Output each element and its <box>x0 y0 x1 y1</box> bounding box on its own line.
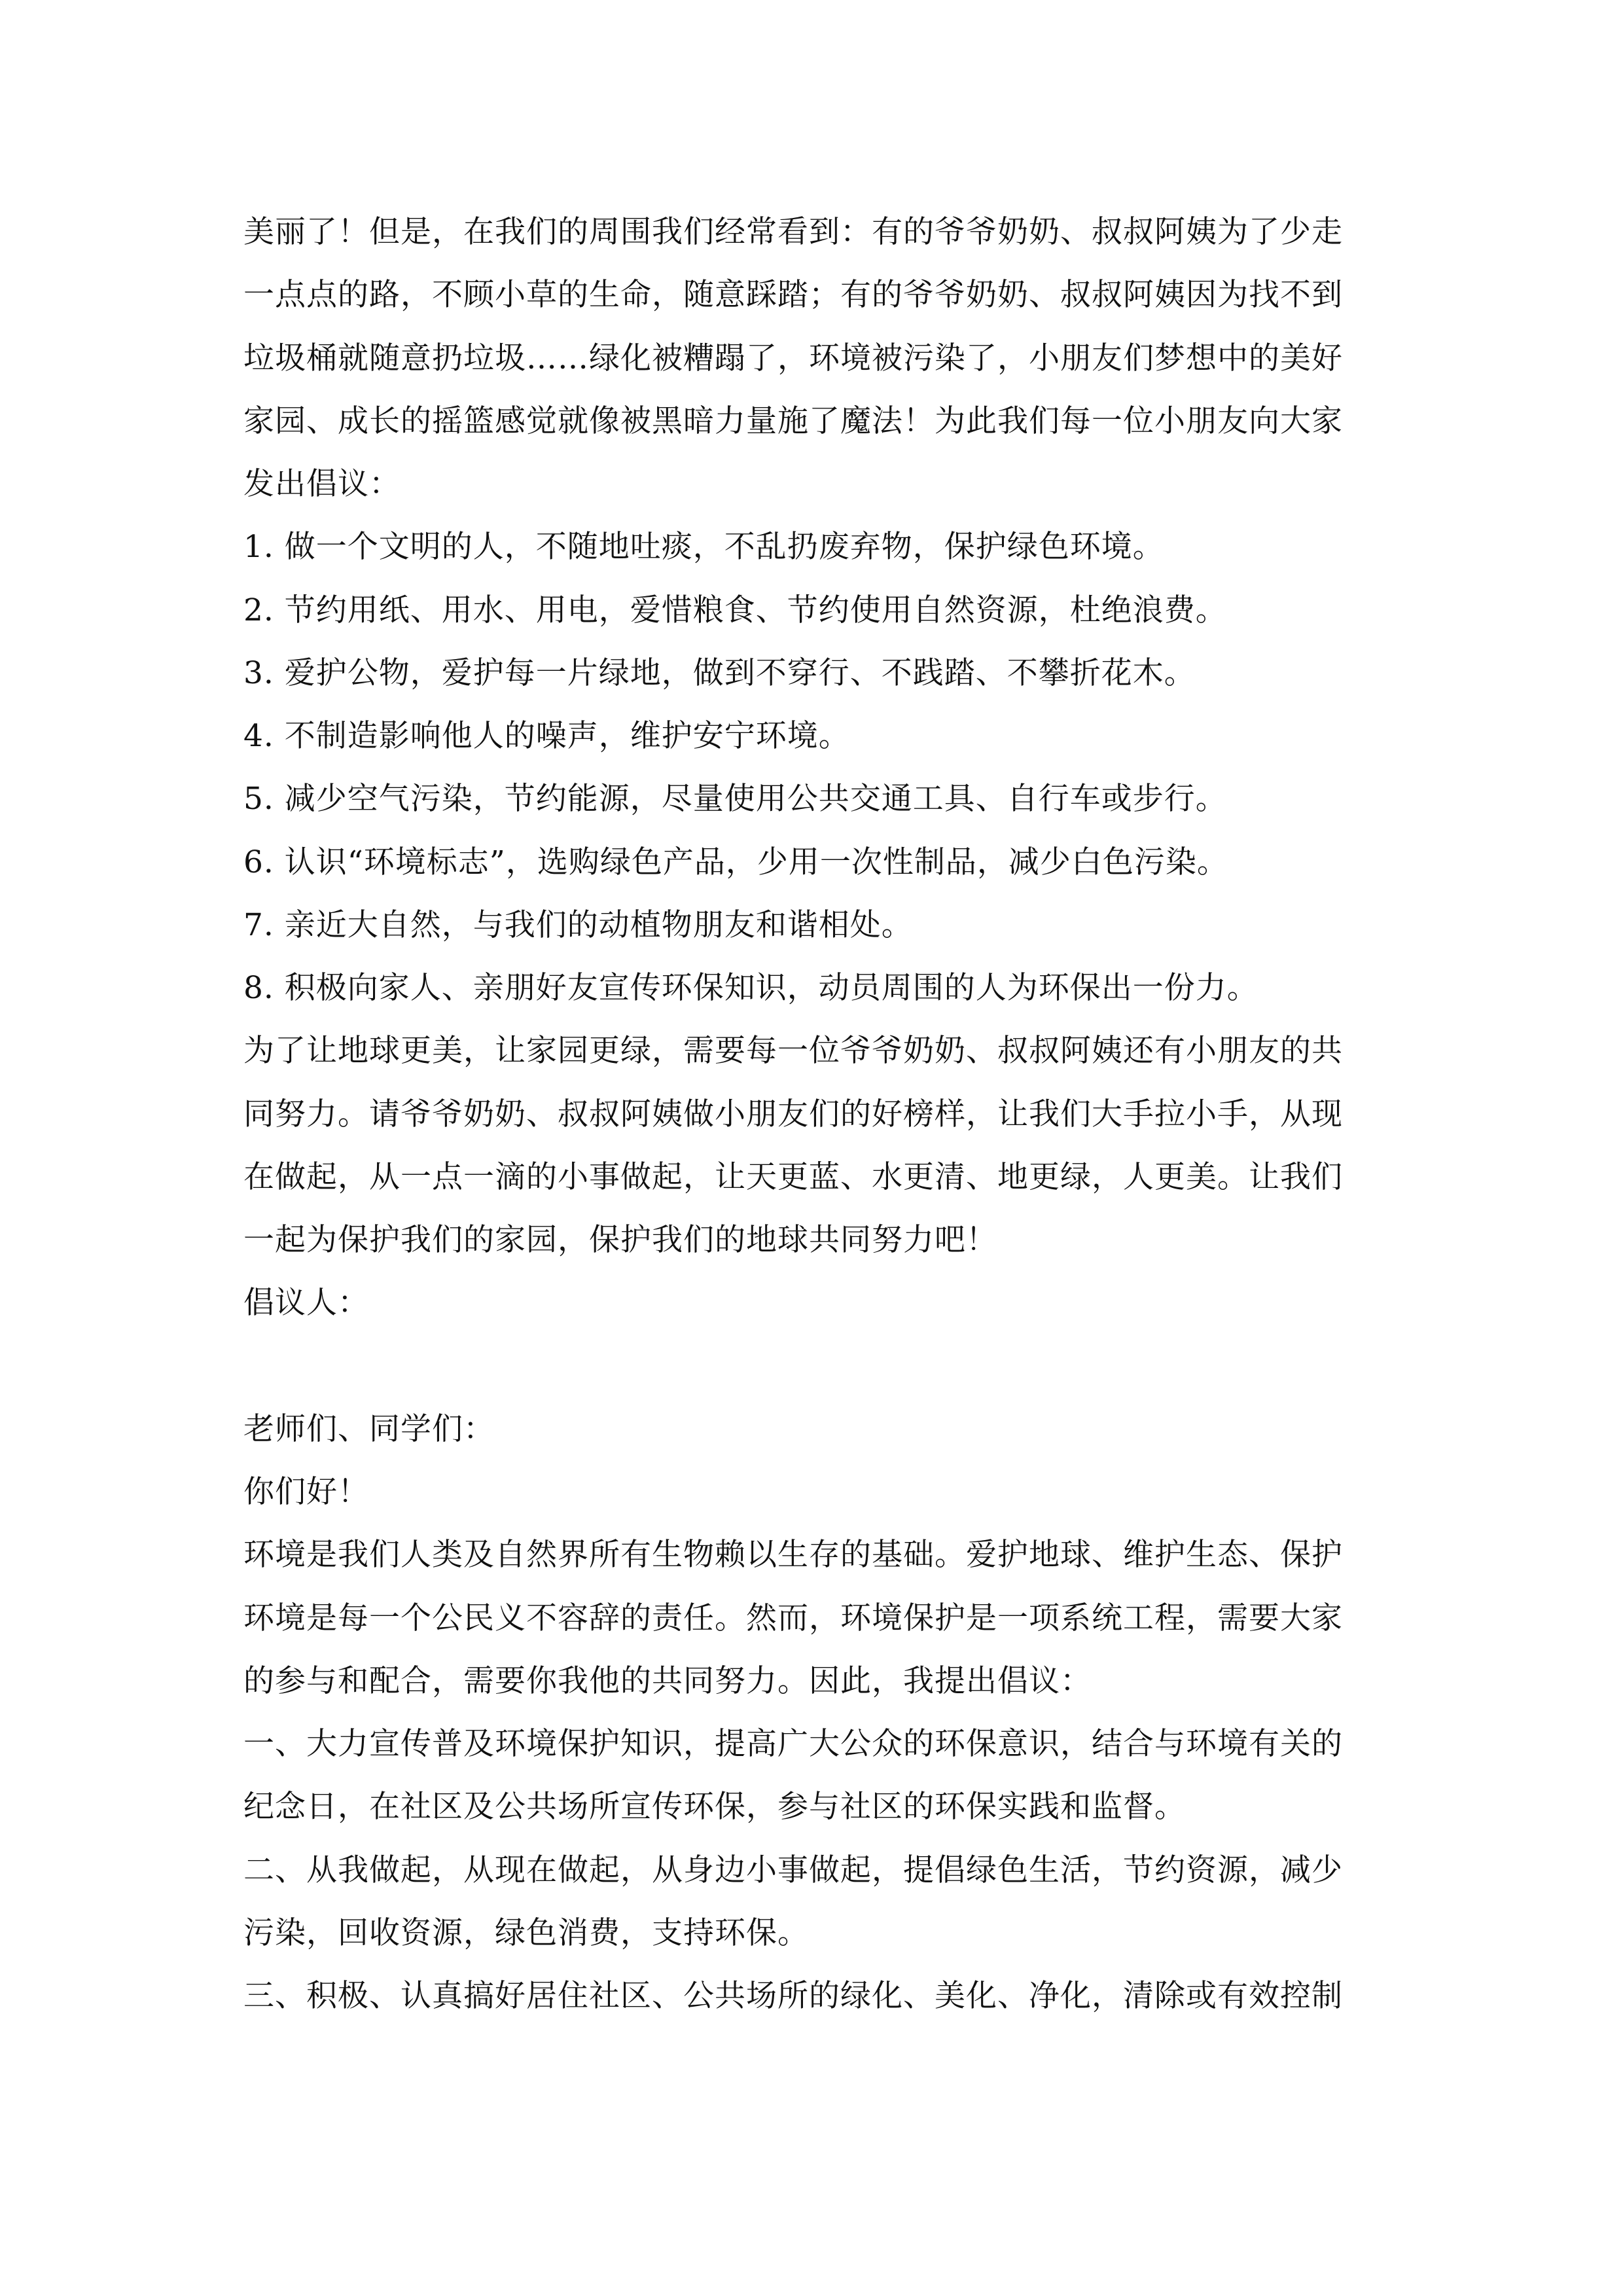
proposal-point: 纪念日，在社区及公共场所宣传环保，参与社区的环保实践和监督。 <box>243 1789 1186 1825</box>
greeting: 你们好！ <box>243 1474 369 1510</box>
list-item: 7. 亲近大自然，与我们的动植物朋友和谐相处。 <box>243 907 913 943</box>
list-item: 3. 爱护公物，爱护每一片绿地，做到不穿行、不践踏、不攀折花木。 <box>243 655 1196 691</box>
paragraph-line: 的参与和配合，需要你我他的共同努力。因此，我提出倡议： <box>243 1663 1092 1699</box>
paragraph-line: 美丽了！但是，在我们的周围我们经常看到：有的爷爷奶奶、叔叔阿姨为了少走 <box>243 214 1343 250</box>
paragraph-line: 垃圾桶就随意扔垃圾……绿化被糟蹋了，环境被污染了，小朋友们梦想中的美好 <box>243 340 1343 376</box>
proposal-point: 二、从我做起，从现在做起，从身边小事做起，提倡绿色生活，节约资源，减少 <box>243 1852 1343 1888</box>
list-item: 2. 节约用纸、用水、用电，爱惜粮食、节约使用自然资源，杜绝浪费。 <box>243 592 1227 628</box>
paragraph-line: 在做起，从一点一滴的小事做起，让天更蓝、水更清、地更绿，人更美。让我们 <box>243 1159 1343 1195</box>
paragraph-line: 一起为保护我们的家园，保护我们的地球共同努力吧！ <box>243 1222 997 1258</box>
salutation: 老师们、同学们： <box>243 1411 495 1447</box>
paragraph-line: 环境是我们人类及自然界所有生物赖以生存的基础。爱护地球、维护生态、保护 <box>243 1537 1343 1573</box>
paragraph-line: 环境是每一个公民义不容辞的责任。然而，环境保护是一项系统工程，需要大家 <box>243 1600 1343 1636</box>
list-item: 4. 不制造影响他人的噪声，维护安宁环境。 <box>243 718 850 754</box>
list-item: 6. 认识“环境标志”，选购绿色产品，少用一次性制品，减少白色污染。 <box>243 844 1228 880</box>
paragraph-line: 为了让地球更美，让家园更绿，需要每一位爷爷奶奶、叔叔阿姨还有小朋友的共 <box>243 1033 1343 1069</box>
proposal-point: 一、大力宣传普及环境保护知识，提高广大公众的环保意识，结合与环境有关的 <box>243 1726 1343 1762</box>
paragraph-line: 一点点的路，不顾小草的生命，随意踩踏；有的爷爷奶奶、叔叔阿姨因为找不到 <box>243 277 1343 313</box>
proposal-point: 三、积极、认真搞好居住社区、公共场所的绿化、美化、净化，清除或有效控制 <box>243 1978 1343 2014</box>
list-item: 5. 减少空气污染，节约能源，尽量使用公共交通工具、自行车或步行。 <box>243 781 1227 817</box>
paragraph-line: 家园、成长的摇篮感觉就像被黑暗力量施了魔法！为此我们每一位小朋友向大家 <box>243 403 1343 439</box>
proposal-point: 污染，回收资源，绿色消费，支持环保。 <box>243 1915 809 1951</box>
list-item: 1. 做一个文明的人，不随地吐痰，不乱扔废弃物，保护绿色环境。 <box>243 529 1164 565</box>
paragraph-line: 同努力。请爷爷奶奶、叔叔阿姨做小朋友们的好榜样，让我们大手拉小手，从现 <box>243 1096 1343 1132</box>
signature-label: 倡议人： <box>243 1285 369 1321</box>
paragraph-line: 发出倡议： <box>243 466 401 502</box>
list-item: 8. 积极向家人、亲朋好友宣传环保知识，动员周围的人为环保出一份力。 <box>243 970 1258 1006</box>
